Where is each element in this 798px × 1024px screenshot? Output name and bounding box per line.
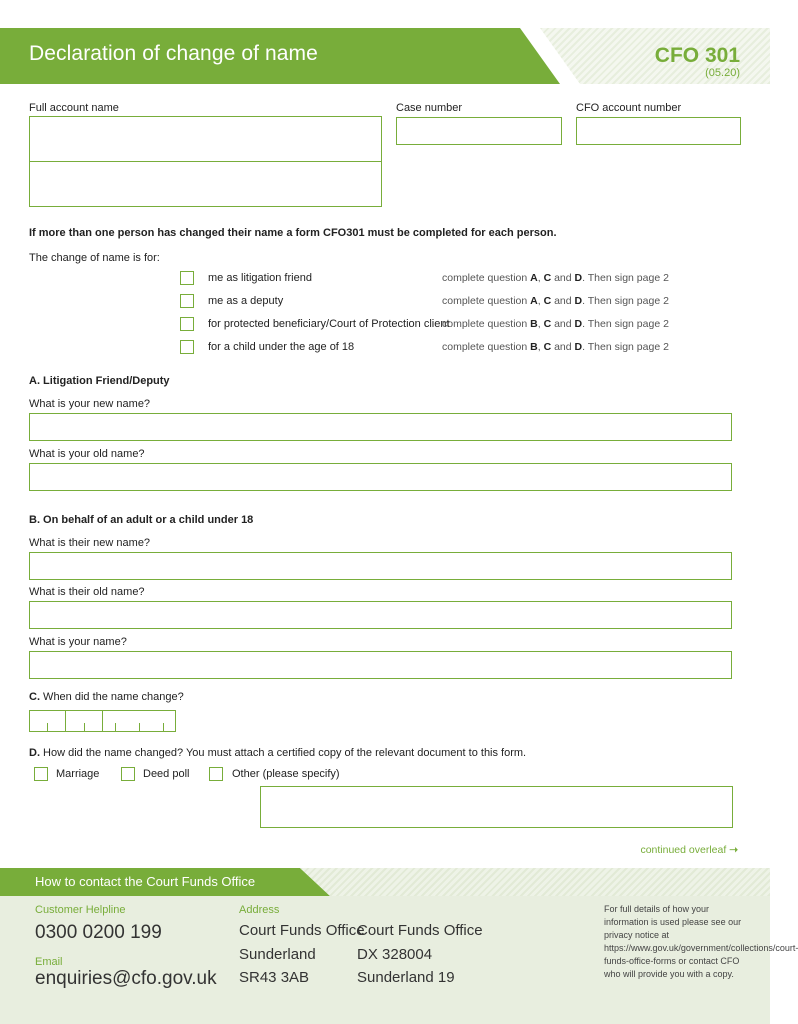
marriage-label: Marriage	[56, 768, 100, 780]
option-instruction: complete question B, C and D. Then sign page 2	[442, 341, 669, 353]
form-code: CFO 301	[654, 44, 740, 67]
your-name-label: What is your name?	[29, 636, 127, 648]
full-account-name-input-2[interactable]	[29, 161, 382, 207]
cfo-account-number-label: CFO account number	[576, 102, 682, 114]
their-old-name-input[interactable]	[29, 601, 732, 629]
your-old-name-input[interactable]	[29, 463, 732, 491]
deed-poll-checkbox[interactable]	[121, 767, 135, 781]
helpline-label: Customer Helpline	[35, 904, 126, 916]
your-old-name-label: What is your old name?	[29, 448, 145, 460]
page-title: Declaration of change of name	[29, 42, 318, 65]
their-new-name-label: What is their new name?	[29, 537, 151, 549]
section-b-heading: B. On behalf of an adult or a child under 18	[29, 514, 254, 526]
address-2-line-3: Sunderland 19	[357, 969, 455, 986]
marriage-checkbox[interactable]	[34, 767, 48, 781]
address-label: Address	[239, 904, 280, 916]
option-label: me as litigation friend	[208, 272, 312, 284]
option-label: for protected beneficiary/Court of Protection client	[208, 318, 450, 330]
arrow-right-icon: ➝	[729, 844, 738, 856]
case-number-label: Case number	[396, 102, 463, 114]
helpline-number[interactable]: 0300 0200 199	[35, 922, 162, 943]
deed-poll-label: Deed poll	[143, 768, 190, 780]
address-1-line-1: Court Funds Office	[239, 922, 365, 939]
continued-overleaf: continued overleaf ➝	[640, 844, 738, 856]
other-label: Other (please specify)	[232, 768, 340, 780]
email-label: Email	[35, 956, 63, 968]
section-c-heading: C. When did the name change?	[29, 691, 184, 703]
date-input[interactable]	[29, 710, 176, 732]
cfo-account-number-input[interactable]	[576, 117, 741, 145]
year-field[interactable]	[103, 710, 176, 732]
month-field[interactable]	[66, 710, 103, 732]
their-old-name-label: What is their old name?	[29, 586, 145, 598]
full-account-name-label: Full account name	[29, 102, 119, 114]
option-instruction: complete question A, C and D. Then sign page 2	[442, 272, 669, 284]
option-label: for a child under the age of 18	[208, 341, 355, 353]
email-link[interactable]: enquiries@cfo.gov.uk	[35, 968, 217, 989]
your-new-name-input[interactable]	[29, 413, 732, 441]
protected-beneficiary-checkbox[interactable]	[180, 317, 194, 331]
litigation-friend-checkbox[interactable]	[180, 271, 194, 285]
address-2-line-1: Court Funds Office	[357, 922, 483, 939]
option-instruction: complete question A, C and D. Then sign page 2	[442, 295, 669, 307]
other-specify-input[interactable]	[260, 786, 733, 828]
section-d-heading: D. How did the name changed? You must attach a certified copy of the relevant document to this form.	[29, 747, 527, 759]
form-version: (05.20)	[705, 67, 740, 79]
address-1-line-3: SR43 3AB	[239, 969, 310, 986]
child-checkbox[interactable]	[180, 340, 194, 354]
address-1-line-2: Sunderland	[239, 946, 316, 963]
address-2-line-2: DX 328004	[357, 946, 433, 963]
notice-text: If more than one person has changed their name a form CFO301 must be completed for each person.	[29, 227, 557, 239]
their-new-name-input[interactable]	[29, 552, 732, 580]
your-new-name-label: What is your new name?	[29, 398, 151, 410]
change-for-label: The change of name is for:	[29, 252, 160, 264]
other-checkbox[interactable]	[209, 767, 223, 781]
day-field[interactable]	[29, 710, 66, 732]
case-number-input[interactable]	[396, 117, 562, 145]
footer-title: How to contact the Court Funds Office	[35, 874, 256, 889]
footer-hatch	[300, 868, 770, 896]
your-name-input[interactable]	[29, 651, 732, 679]
deputy-checkbox[interactable]	[180, 294, 194, 308]
full-account-name-input-1[interactable]	[29, 116, 382, 162]
section-a-heading: A. Litigation Friend/Deputy	[29, 375, 170, 387]
privacy-note: For full details of how your information is used please see our privacy notice at https://www.gov.uk/government/collections/court-funds-office-forms or contact CFO who will provide you with a copy.	[604, 904, 798, 979]
option-label: me as a deputy	[208, 295, 284, 307]
option-instruction: complete question B, C and D. Then sign page 2	[442, 318, 669, 330]
